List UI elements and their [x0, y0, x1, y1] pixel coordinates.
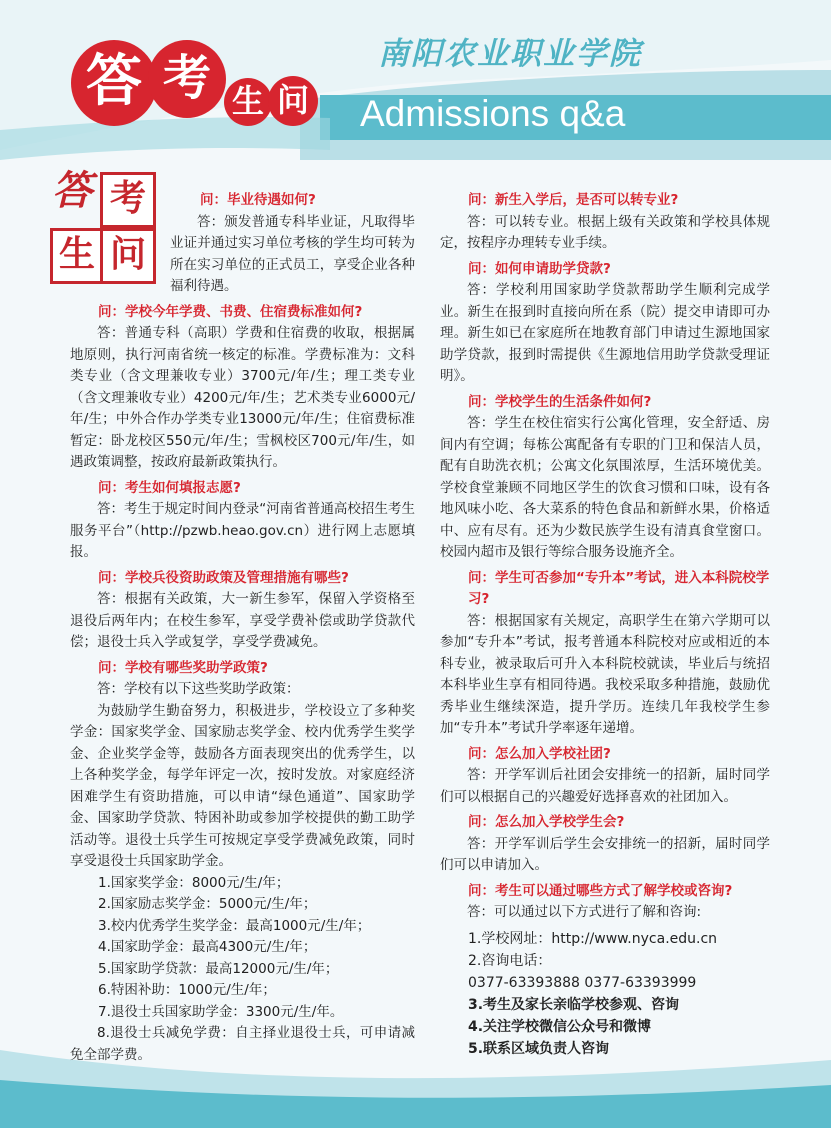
contact-visit: 3.考生及家长亲临学校参观、咨询 [468, 996, 680, 1013]
answer: 答：颁发普通专科毕业证，凡取得毕业证并通过实习单位考核的学生均可转为所在实习单位的正式员工，享受企业各种福利待遇。 [170, 213, 415, 294]
seal-char-da: 答 [52, 168, 92, 214]
question: 问：考生可以通过哪些方式了解学校或咨询? [468, 882, 733, 899]
question: 问：新生入学后，是否可以转专业? [468, 192, 679, 208]
qa-item [70, 478, 415, 564]
qa-item [70, 302, 415, 474]
question: 问：学生可否参加“专升本”考试，进入本科院校学习? [468, 569, 770, 607]
question: 问：学校学生的生活条件如何? [468, 393, 652, 410]
answer: 答：开学军训后社团会安排统一的招新，届时同学们可以根据自己的兴趣爱好选择喜欢的社团加入。 [440, 767, 770, 805]
answer: 答：学生在校住宿实行公寓化管理，安全舒适、房间内有空调；每栋公寓配备有专职的门卫和保洁人员，配有自助洗衣机；公寓文化氛围浓厚，生活环境优美。学校食堂兼顾不同地区学生的饮食习惯和口味，设有各地风味小吃、各大菜系的特色食品和新鲜水果，价格适中、应有尽有。还为少数民族学生设有清真食堂窗口。校园内超市及银行等综合服务设施齐全。 [440, 415, 770, 560]
seal-char-sheng: 生 [50, 228, 104, 284]
contact-website: 1.学校网址：http://www.nyca.edu.cn [468, 930, 718, 947]
answer-paragraph: 为鼓励学生勤奋努力，积极进步，学校设立了多种奖学金：国家奖学金、国家励志奖学金、校内优秀学生奖学金、企业奖学金等，鼓励各方面表现突出的优秀学生，以上各种奖学金，每学年评定一次，按时发放。对家庭经济困难学生有资助措施，可以申请“绿色通道”、国家助学金、国家助学贷款、特困补助或参加学校提供的勤工助学活动等。退役士兵学生可按规定享受学费减免政策，同时享受退役士兵国家助学金。 [70, 702, 415, 869]
scholarship-list [70, 873, 415, 1067]
list-item: 6.特困补助：1000元/生/年； [98, 982, 276, 998]
seal-char-wen: 问 [100, 228, 156, 284]
list-item: 1.国家奖学金：8000元/生/年； [98, 874, 290, 891]
question: 问：学校有哪些奖助学政策? [98, 659, 268, 676]
question: 问：考生如何填报志愿? [98, 479, 241, 496]
qa-item [440, 744, 770, 809]
question: 问：毕业待遇如何? [200, 192, 316, 208]
answer: 答：学校利用国家助学贷款帮助学生顺利完成学业。新生在报到时直接向所在系（院）提交申请即可办理。新生如已在家庭所在地教育部门申请过生源地国家助学贷款，报到时需提供《生源地信用助学贷款受理证明》。 [440, 282, 770, 384]
answer: 答：可以转专业。根据上级有关政策和学校具体规定，按程序办理转专业手续。 [440, 213, 770, 251]
title-bubble-kao: 考 [148, 40, 226, 118]
contact-regional: 5.联系区域负责人咨询 [468, 1040, 610, 1057]
right-column [440, 190, 770, 1064]
qa-item [440, 568, 770, 740]
list-item: 8.退役士兵减免学费：自主择业退役士兵，可申请减免全部学费。 [70, 1025, 415, 1063]
contact-wechat: 4.关注学校微信公众号和微博 [468, 1018, 652, 1035]
list-item: 4.国家助学金：最高4300元/生/年； [98, 939, 317, 955]
question: 问：怎么加入学校社团? [468, 745, 611, 762]
college-name: 南阳农业职业学院 [378, 36, 642, 72]
admissions-subtitle: Admissions q&a [360, 93, 626, 134]
answer: 答：开学军训后学生会安排统一的招新，届时同学们可以申请加入。 [440, 835, 770, 873]
qa-item [440, 190, 770, 255]
contact-list [440, 928, 770, 1060]
left-column [70, 190, 415, 1070]
qa-item [440, 259, 770, 388]
title-bubble-sheng: 生 [224, 78, 272, 126]
qa-item [70, 190, 415, 298]
question: 问：如何申请助学贷款? [468, 260, 611, 277]
list-item: 3.校内优秀学生奖学金：最高1000元/生/年； [98, 917, 371, 934]
qa-item [440, 881, 770, 1060]
list-item: 5.国家助学贷款：最高12000元/生/年； [98, 960, 339, 977]
answer: 答：可以通过以下方式进行了解和咨询: [467, 904, 702, 920]
title-bubble-wen: 问 [268, 76, 318, 126]
answer: 答：考生于规定时间内登录“河南省普通高校招生考生服务平台”（http://pzwb.heao.gov.cn）进行网上志愿填报。 [70, 501, 415, 560]
list-item: 7.退役士兵国家助学金：3300元/生/年。 [98, 1003, 344, 1020]
seal-char-kao: 考 [100, 172, 156, 228]
qa-item [70, 568, 415, 654]
qa-item [440, 812, 770, 877]
answer: 答：普通专科（高职）学费和住宿费的收取，根据属地原则，执行河南省统一核定的标准。学费标准为：文科类专业（含文理兼收专业）3700元/年/生；理工类专业（含文理兼收专业）4200元/年/生；艺术类专业6000元/年/生；中外合作办学类专业13000元/年/生；住宿费标准暂定：卧龙校区550元/年/生；雪枫校区700元/年/生，如遇政策调整，按政府最新政策执行。 [70, 325, 415, 470]
contact-phone-numbers: 0377-63393888 0377-63393999 [468, 974, 697, 991]
title-bubble-da: 答 [71, 40, 157, 126]
question: 问：学校兵役资助政策及管理措施有哪些? [98, 569, 349, 586]
list-item: 2.国家励志奖学金：5000元/生/年； [98, 896, 317, 912]
answer: 答：学校有以下这些奖助学政策： [97, 681, 300, 697]
question: 问：怎么加入学校学生会? [468, 814, 625, 830]
answer: 答：根据有关政策，大一新生参军，保留入学资格至退役后两年内；在校生参军，享受学费补偿或助学贷款代偿；退役士兵入学或复学，享受学费减免。 [70, 591, 415, 650]
qa-item [70, 658, 415, 1067]
qa-item [440, 392, 770, 564]
contact-phone-label: 2.咨询电话： [468, 952, 552, 969]
question: 问：学校今年学费、书费、住宿费标准如何? [98, 303, 363, 320]
answer: 答：根据国家有关规定，高职学生在第六学期可以参加“专升本”考试，报考普通本科院校对应或相近的本科专业，被录取后可升入本科院校就读，毕业后与统招本科毕业生享有相同待遇。我校采取多种措施，鼓励优秀毕业生继续深造，提升学历。连续几年我校学生参加“专升本”考试升学率逐年递增。 [440, 612, 770, 736]
